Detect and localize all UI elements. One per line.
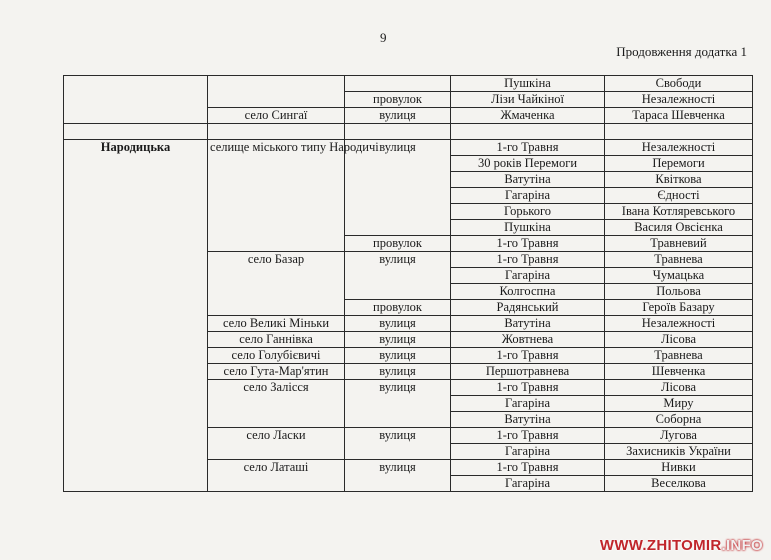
old-name-cell: Першотравнева: [451, 364, 605, 380]
old-name-cell: Колгоспна: [451, 284, 605, 300]
new-name-cell: Лісова: [605, 380, 753, 396]
street-type-cell: вулиця: [345, 332, 451, 348]
street-type-cell: вулиця: [345, 108, 451, 124]
settlement-cell: село Великі Міньки: [208, 316, 345, 332]
new-name-cell: Василя Овсієнка: [605, 220, 753, 236]
new-name-cell: Травневий: [605, 236, 753, 252]
street-type-cell: провулок: [345, 300, 451, 316]
new-name-cell: Незалежності: [605, 316, 753, 332]
site-watermark: WWW.ZHITOMIR.INFO: [599, 537, 763, 554]
street-type-cell: вулиця: [345, 428, 451, 460]
new-name-cell: Квіткова: [605, 172, 753, 188]
old-name-cell: 1-го Травня: [451, 380, 605, 396]
old-name-cell: 1-го Травня: [451, 460, 605, 476]
old-name-cell: Жовтнева: [451, 332, 605, 348]
settlement-cell: [208, 76, 345, 108]
old-name-cell: Лізи Чайкіної: [451, 92, 605, 108]
settlement-cell: село Голубієвичі: [208, 348, 345, 364]
old-name-cell: 1-го Травня: [451, 140, 605, 156]
old-name-cell: 30 років Перемоги: [451, 156, 605, 172]
new-name-cell: Івана Котляревського: [605, 204, 753, 220]
old-name-cell: Гагаріна: [451, 476, 605, 492]
new-name-cell: Травнева: [605, 348, 753, 364]
settlement-cell: село Сингаї: [208, 108, 345, 124]
street-type-cell: [345, 76, 451, 92]
new-name-cell: Миру: [605, 396, 753, 412]
new-name-cell: Польова: [605, 284, 753, 300]
page-number: 9: [380, 30, 387, 45]
old-name-cell: 1-го Травня: [451, 252, 605, 268]
new-name-cell: Незалежності: [605, 140, 753, 156]
old-name-cell: Гагаріна: [451, 188, 605, 204]
old-name-cell: 1-го Травня: [451, 236, 605, 252]
table-row: [64, 140, 753, 156]
old-name-cell: Радянський: [451, 300, 605, 316]
new-name-cell: Шевченка: [605, 364, 753, 380]
settlement-cell: село Латаші: [208, 460, 345, 492]
old-name-cell: 1-го Травня: [451, 348, 605, 364]
new-name-cell: Нивки: [605, 460, 753, 476]
street-type-cell: вулиця: [345, 460, 451, 492]
new-name-cell: Свободи: [605, 76, 753, 92]
new-name-cell: Лісова: [605, 332, 753, 348]
street-type-cell: вулиця: [345, 380, 451, 428]
settlement-cell: село Гута-Мар'ятин: [208, 364, 345, 380]
appendix-continuation-label: Продовження додатка 1: [616, 44, 747, 59]
old-name-cell: 1-го Травня: [451, 428, 605, 444]
new-name-cell: Травнева: [605, 252, 753, 268]
street-type-cell: провулок: [345, 92, 451, 108]
old-name-cell: Гагаріна: [451, 268, 605, 284]
new-name-cell: Соборна: [605, 412, 753, 428]
old-name-cell: Ватутіна: [451, 412, 605, 428]
new-name-cell: Чумацька: [605, 268, 753, 284]
settlement-cell: село Ласки: [208, 428, 345, 460]
new-name-cell: Героїв Базару: [605, 300, 753, 316]
old-name-cell: Ватутіна: [451, 172, 605, 188]
district-cell: Народицька: [64, 140, 208, 492]
table-row: [64, 76, 753, 92]
new-name-cell: Перемоги: [605, 156, 753, 172]
separator-row: [64, 124, 753, 140]
settlement-cell: село Ганнівка: [208, 332, 345, 348]
old-name-cell: Ватутіна: [451, 316, 605, 332]
old-name-cell: Гагаріна: [451, 444, 605, 460]
new-name-cell: Єдності: [605, 188, 753, 204]
district-cell: [64, 76, 208, 124]
streets-table: [63, 75, 753, 492]
street-type-cell: провулок: [345, 236, 451, 252]
settlement-cell: село Базар: [208, 252, 345, 316]
old-name-cell: Жмаченка: [451, 108, 605, 124]
street-type-cell: вулиця: [345, 348, 451, 364]
settlement-cell: селище міського типу Народичі: [208, 140, 345, 252]
street-type-cell: вулиця: [345, 316, 451, 332]
new-name-cell: Незалежності: [605, 92, 753, 108]
old-name-cell: Пушкіна: [451, 220, 605, 236]
street-type-cell: вулиця: [345, 364, 451, 380]
new-name-cell: Лугова: [605, 428, 753, 444]
street-type-cell: вулиця: [345, 252, 451, 300]
street-type-cell: вулиця: [345, 140, 451, 236]
new-name-cell: Захисників України: [605, 444, 753, 460]
old-name-cell: Горького: [451, 204, 605, 220]
old-name-cell: Гагаріна: [451, 396, 605, 412]
old-name-cell: Пушкіна: [451, 76, 605, 92]
settlement-cell: село Залісся: [208, 380, 345, 428]
new-name-cell: Веселкова: [605, 476, 753, 492]
new-name-cell: Тараса Шевченка: [605, 108, 753, 124]
